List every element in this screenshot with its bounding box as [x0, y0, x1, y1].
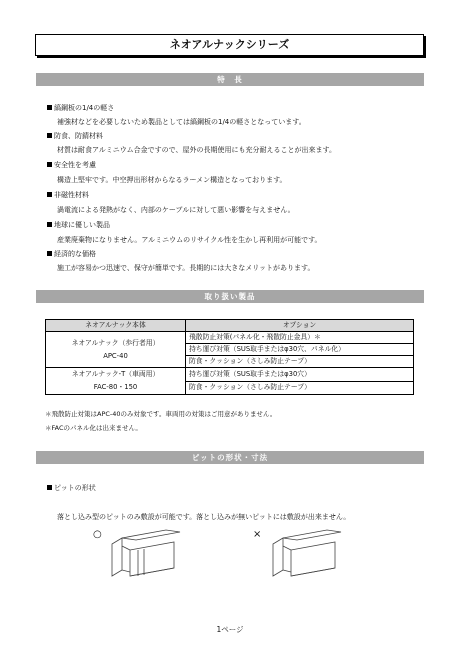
table-row — [46, 332, 414, 344]
bullet-square-icon — [47, 162, 52, 167]
table-header-row — [46, 320, 414, 332]
feature-body-1: 補強材などを必要しないため製品としては縞鋼板の1/4の軽さとなっています。 — [57, 118, 306, 126]
section-products: 取り扱い製品 — [36, 290, 424, 303]
option-cell: 持ち運び対策（SUS取手またはφ30穴、パネル化） — [186, 344, 414, 356]
option-cell: 持ち運び対策（SUS取手またはφ30穴） — [186, 368, 414, 382]
feature-body-6: 施工が容易かつ迅速で、保守が簡単です。長期的には大きなメリットがあります。 — [57, 264, 315, 272]
bullet-square-icon — [47, 222, 52, 227]
feature-head-5: 地球に優しい製品 — [47, 220, 110, 230]
table-row — [46, 368, 414, 382]
recessed-pit-illustration — [108, 528, 188, 584]
feature-body-5: 産業廃棄物になりません。アルミニウムのリサイクル性を生かし再利用が可能です。 — [57, 236, 322, 244]
note-2: ＊FACのパネル化は出来ません。 — [45, 424, 142, 432]
feature-head-1: 縞鋼板の1/4の軽さ — [47, 103, 114, 113]
feature-body-3: 構造上堅牢です。中空押出形材からなるラーメン構造となっております。 — [57, 176, 287, 184]
page-footer: 1ページ — [216, 625, 244, 634]
feature-head-4: 非磁性材料 — [47, 190, 89, 200]
feature-body-4: 渦電流による発熱がなく、内部のケーブルに対して悪い影響を与えません。 — [57, 206, 295, 214]
product-cell-apc: ネオアルナック（歩行者用） APC-40 — [46, 332, 186, 368]
feature-head-3: 安全性を考慮 — [47, 160, 96, 170]
option-cell: 防食・クッション（さしみ防止テープ） — [186, 381, 414, 395]
table-header-cell: ネオアルナック本体 — [46, 320, 186, 332]
feature-head-2: 防食、防錆材料 — [47, 131, 103, 141]
section-pit: ピットの形状・寸法 — [36, 451, 424, 464]
pit-shape-label: ピットの形状 — [47, 483, 96, 493]
bullet-square-icon — [47, 133, 52, 138]
feature-head-6: 経済的な価格 — [47, 249, 96, 259]
flat-pit-illustration — [269, 528, 349, 584]
note-1: ＊飛散防止対策はAPC-40のみ対象です。車両用の対策はご用意がありません。 — [45, 410, 277, 418]
feature-body-2: 材質は耐食アルミニウム合金ですので、屋外の長期使用にも充分耐えることが出来ます。 — [57, 146, 336, 154]
option-cell: 飛散防止対策(パネル化・飛散防止金具）＊ — [186, 332, 414, 344]
section-features: 特 長 — [36, 73, 424, 86]
ok-mark: ○ — [93, 529, 102, 540]
bullet-square-icon — [47, 251, 52, 256]
product-cell-fac: ネオアルナック-T（車両用） FAC-80・150 — [46, 368, 186, 395]
table-header-cell: オプション — [186, 320, 414, 332]
products-table — [45, 319, 414, 395]
document-title: ネオアルナックシリーズ — [35, 34, 424, 56]
pit-description: 落とし込み型のピットのみ敷設が可能です。落とし込みが無いピットには敷設が出来ません。 — [57, 513, 351, 521]
option-cell: 防食・クッション（さしみ防止テープ） — [186, 356, 414, 368]
ng-mark: × — [253, 529, 262, 540]
bullet-square-icon — [47, 485, 52, 490]
bullet-square-icon — [47, 192, 52, 197]
bullet-square-icon — [47, 105, 52, 110]
